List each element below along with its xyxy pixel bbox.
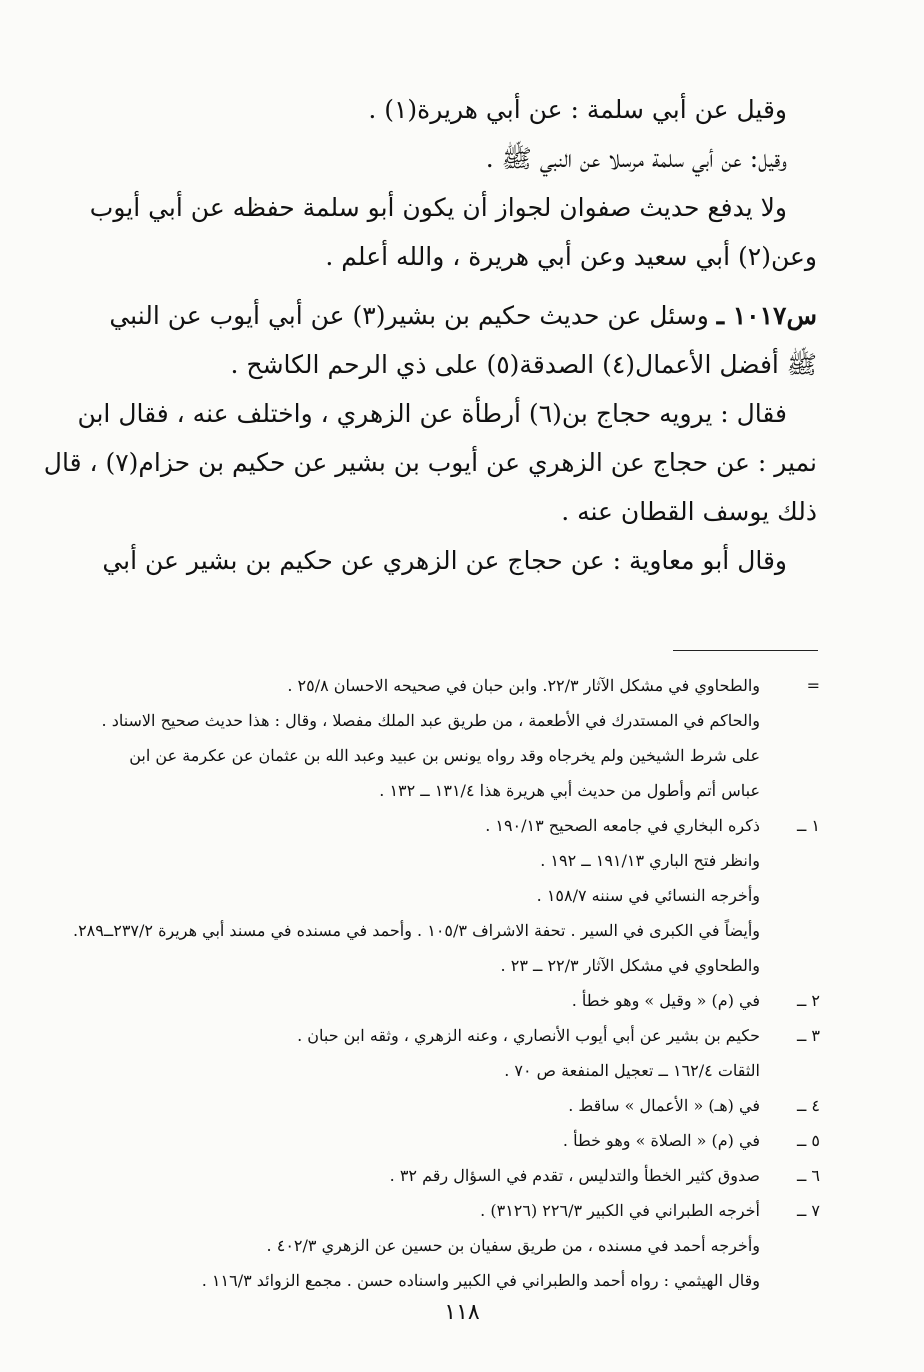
footnote-number: ٢ ــ: [796, 991, 820, 1010]
footnote-text: في (م) « الصلاة » وهو خطأ .: [562, 1131, 760, 1150]
question-number: س١٠١٧ ـ: [716, 301, 817, 330]
main-line: فقال : يرويه حجاج بن(٦) أرطأة عن الزهري ، واختلف عنه ، فقال ابن: [77, 399, 787, 428]
footnote-row: [100, 738, 820, 773]
footnote-row: [72, 913, 820, 948]
footnote-text: حكيم بن بشير عن أبي أيوب الأنصاري ، وعنه الزهري ، وثقه ابن حبان .: [297, 1026, 760, 1045]
footnote-text: والطحاوي في مشكل الآثار ٢٢/٣ ــ ٢٣ .: [500, 956, 760, 975]
footnote-row: [100, 773, 820, 808]
footnote-row: [100, 703, 820, 738]
main-line: ذلك يوسف القطان عنه .: [561, 497, 817, 526]
footnote-text: عباس أتم وأطول من حديث أبي هريرة هذا ١٣١/٤ ــ ١٣٢ .: [379, 781, 760, 800]
footnote-row: [100, 1088, 820, 1123]
footnote-text: وأيضاً في الكبرى في السير . تحفة الاشراف ١٠٥/٣ . وأحمد في مسنده في مسند أبي هريرة ٢٣٧/٢ــ٢٨٩.: [72, 921, 760, 940]
page-number: ١١٨: [444, 1300, 480, 1325]
footnote-text: في (هـ) « الأعمال » ساقط .: [568, 1096, 760, 1115]
footnote-text: في (م) « وقيل » وهو خطأ .: [571, 991, 760, 1010]
footnote-row: [100, 1228, 820, 1263]
main-line: ﷺ أفضل الأعمال(٤) الصدقة(٥) على ذي الرحم الكاشح .: [230, 350, 817, 379]
footnotes: [72, 668, 820, 1298]
footnote-number: ٥ ــ: [796, 1131, 820, 1150]
main-line: وقال أبو معاوية : عن حجاج عن الزهري عن حكيم بن بشير عن أبي: [102, 546, 787, 575]
footnote-row: [100, 1053, 820, 1088]
main-line: وقيل عن أبي سلمة : عن أبي هريرة(١) .: [368, 95, 787, 124]
main-line: وقيل: عن أبي سلمة مرسلا عن النبي ﷺ .: [485, 144, 787, 173]
main-line: ولا يدفع حديث صفوان لجواز أن يكون أبو سلمة حفظه عن أبي أيوب: [89, 193, 787, 222]
footnote-text: صدوق كثير الخطأ والتدليس ، تقدم في السؤال رقم ٣٢ .: [389, 1166, 760, 1185]
footnote-row: [100, 843, 820, 878]
footnote-number: ٣ ــ: [796, 1026, 820, 1045]
footnote-number: ١ ــ: [796, 816, 820, 835]
footnote-row: [100, 878, 820, 913]
footnote-text: على شرط الشيخين ولم يخرجاه وقد رواه يونس بن عبيد وعبد الله بن عثمان عن عكرمة عن ابن: [129, 746, 760, 765]
footnote-text: أخرجه الطبراني في الكبير ٢٢٦/٣ (٣١٢٦) .: [480, 1201, 760, 1220]
footnote-row: [100, 948, 820, 983]
main-line: نمير : عن حجاج عن الزهري عن أيوب بن بشير عن حكيم بن حزام(٧) ، قال: [43, 448, 817, 477]
footnote-row: [100, 668, 820, 703]
footnote-row: [100, 808, 820, 843]
footnote-text: الثقات ١٦٢/٤ ــ تعجيل المنفعة ص ٧٠ .: [504, 1061, 760, 1080]
footnote-text: والحاكم في المستدرك في الأطعمة ، من طريق عبد الملك مفصلا ، وقال : هذا حديث صحيح الاسناد .: [101, 711, 760, 730]
footnote-row: [100, 1158, 820, 1193]
footnote-text: والطحاوي في مشكل الآثار ٢٢/٣. وابن حبان في صحيحه الاحسان ٢٥/٨ .: [287, 676, 760, 695]
footnote-text: وقال الهيثمي : رواه أحمد والطبراني في الكبير واسناده حسن . مجمع الزوائد ١١٦/٣ .: [201, 1271, 760, 1290]
footnote-number: =: [806, 676, 820, 695]
footnote-row: [100, 983, 820, 1018]
footnote-text: وانظر فتح الباري ١٩١/١٣ ــ ١٩٢ .: [540, 851, 760, 870]
footnote-text: ذكره البخاري في جامعه الصحيح ١٩٠/١٣ .: [485, 816, 760, 835]
footnote-row: [100, 1123, 820, 1158]
footnote-number: ٤ ــ: [796, 1096, 820, 1115]
footnote-separator: [673, 650, 818, 651]
footnote-text: وأخرجه أحمد في مسنده ، من طريق سفيان بن حسين عن الزهري ٤٠٢/٣ .: [266, 1236, 760, 1255]
footnote-text: وأخرجه النسائي في سننه ١٥٨/٧ .: [536, 886, 760, 905]
footnote-row: [100, 1263, 820, 1298]
footnote-row: [100, 1193, 820, 1228]
main-text: [43, 85, 817, 585]
main-line-text: وسئل عن حديث حكيم بن بشير(٣) عن أبي أيوب عن النبي: [109, 301, 709, 330]
question-line: [105, 291, 817, 340]
footnote-number: ٦ ــ: [796, 1166, 820, 1185]
footnote-number: ٧ ــ: [796, 1201, 820, 1220]
footnote-row: [100, 1018, 820, 1053]
main-line: وعن(٢) أبي سعيد وعن أبي هريرة ، والله أعلم .: [325, 242, 817, 271]
